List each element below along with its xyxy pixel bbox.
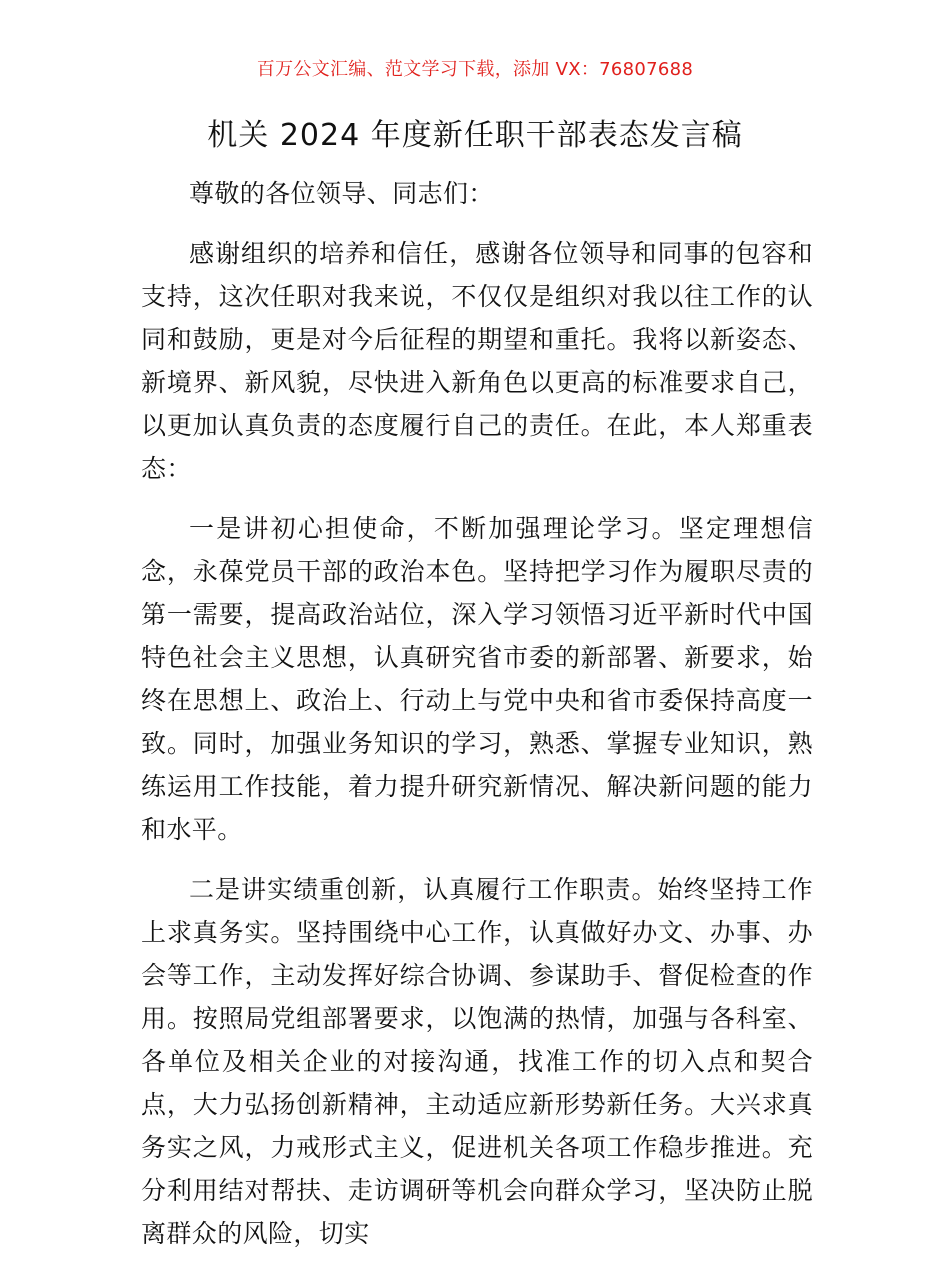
body-paragraph: 感谢组织的培养和信任，感谢各位领导和同事的包容和支持，这次任职对我来说，不仅仅是组织对我以往工作的认同和鼓励，更是对今后征程的期望和重托。我将以新姿态、新境界、新风貌，尽快进入新角色以更高的标准要求自己，以更加认真负责的态度履行自己的责任。在此，本人郑重表态： bbox=[141, 239, 813, 483]
header-note: 百万公文汇编、范文学习下载，添加 VX：76807688 bbox=[256, 59, 694, 80]
document-body bbox=[141, 172, 813, 1272]
body-paragraph: 一是讲初心担使命，不断加强理论学习。坚定理想信念，永葆党员干部的政治本色。坚持把学习作为履职尽责的第一需要，提高政治站位，深入学习领悟习近平新时代中国特色社会主义思想，认真研究省市委的新部署、新要求，始终在思想上、政治上、行动上与党中央和省市委保持高度一致。同时，加强业务知识的学习，熟悉、掌握专业知识，熟练运用工作技能，着力提升研究新情况、解决新问题的能力和水平。 bbox=[141, 514, 813, 844]
page-title: 机关 2024 年度新任职干部表态发言稿 bbox=[207, 118, 743, 153]
salutation-paragraph: 尊敬的各位领导、同志们： bbox=[189, 179, 494, 208]
body-paragraph: 二是讲实绩重创新，认真履行工作职责。始终坚持工作上求真务实。坚持围绕中心工作，认真做好办文、办事、办会等工作，主动发挥好综合协调、参谋助手、督促检查的作用。按照局党组部署要求，以饱满的热情，加强与各科室、各单位及相关企业的对接沟通，找准工作的切入点和契合点，大力弘扬创新精神，主动适应新形势新任务。大兴求真务实之风，力戒形式主义，促进机关各项工作稳步推进。充分利用结对帮扶、走访调研等机会向群众学习，坚决防止脱离群众的风险，切实 bbox=[141, 875, 813, 1248]
